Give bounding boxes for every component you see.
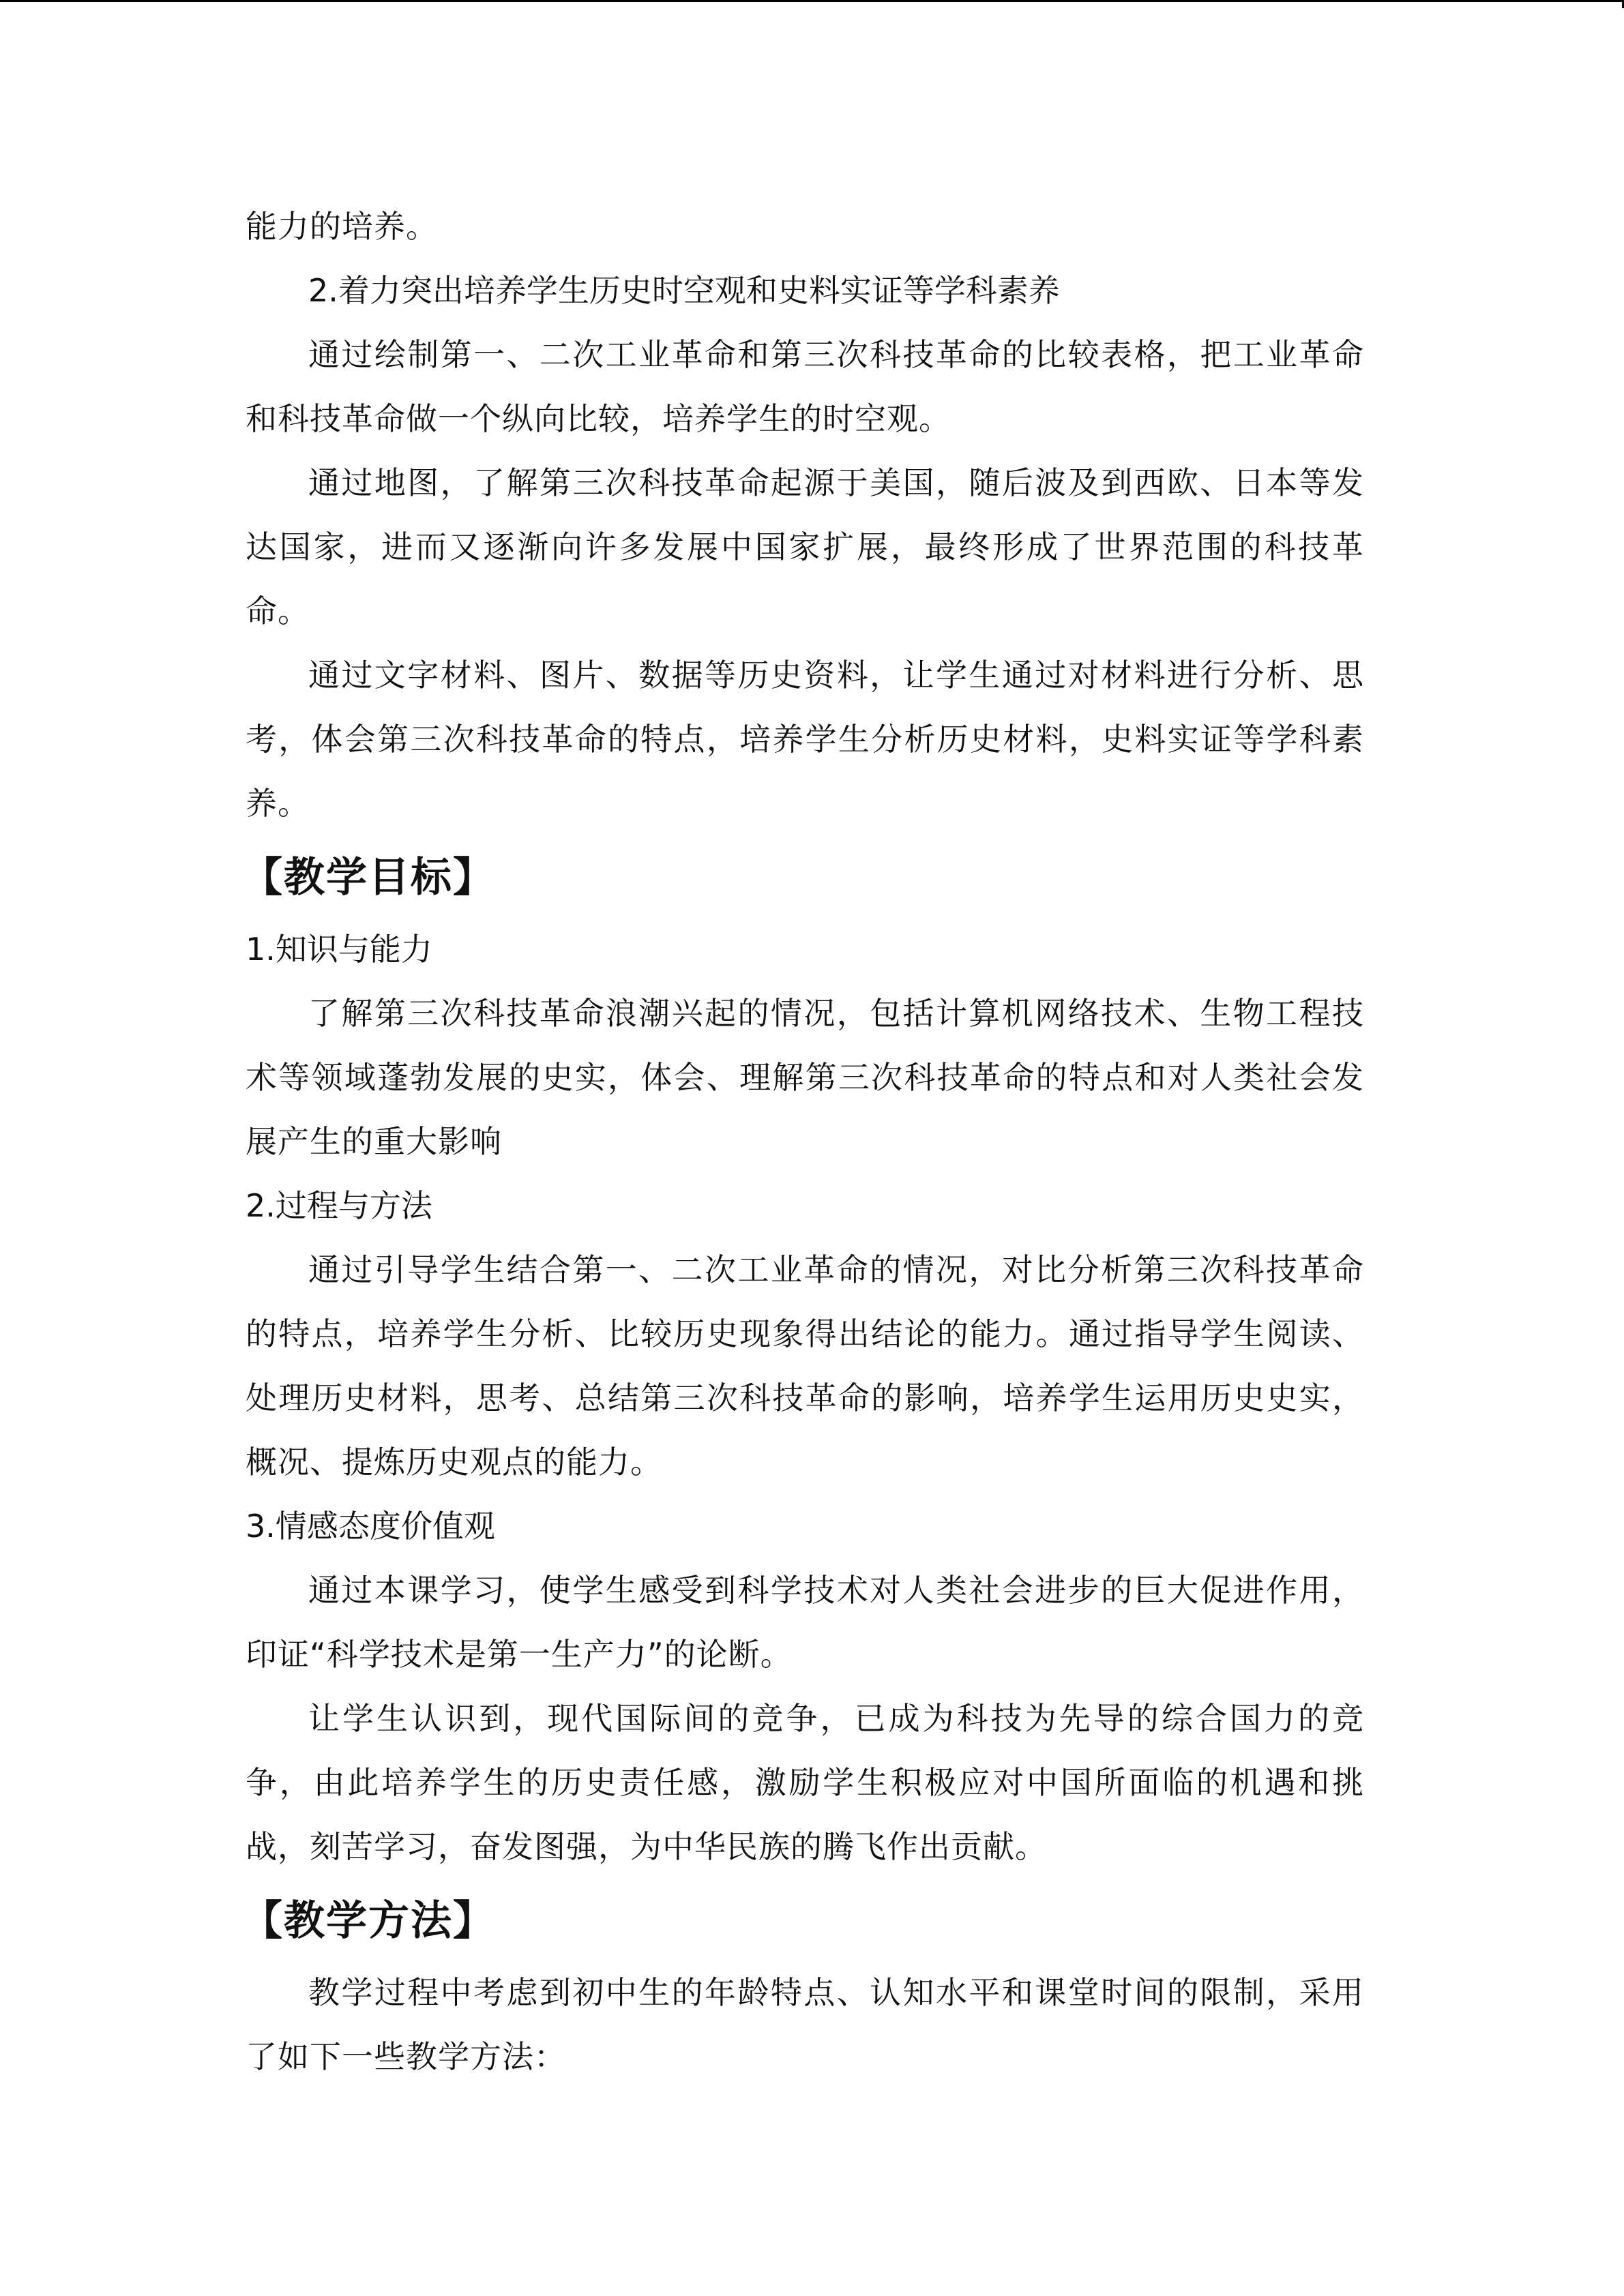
paragraph-comparison-table: 通过绘制第一、二次工业革命和第三次科技革命的比较表格，把工业革命和科技革命做一个纵向比较，培养学生的时空观。 xyxy=(246,336,1364,437)
section-heading-teaching-methods: 【教学方法】 xyxy=(241,1897,495,1945)
item-heading-process-method: 2.过程与方法 xyxy=(246,1187,432,1224)
item-heading-literacy: 2.着力突出培养学生历史时空观和史料实证等学科素养 xyxy=(308,272,1060,309)
paragraph-ability-cultivation-end: 能力的培养。 xyxy=(246,208,438,245)
paragraph-map: 通过地图，了解第三次科技革命起源于美国，随后波及到西欧、日本等发达国家，进而又逐渐向许多发展中国家扩展，最终形成了世界范围的科技革命。 xyxy=(246,464,1364,629)
paragraph-teaching-methods-intro: 教学过程中考虑到初中生的年龄特点、认知水平和课堂时间的限制，采用了如下一些教学方法： xyxy=(246,1974,1364,2075)
paragraph-knowledge-ability: 了解第三次科技革命浪潮兴起的情况，包括计算机网络技术、生物工程技术等领域蓬勃发展的史实，体会、理解第三次科技革命的特点和对人类社会发展产生的重大影响 xyxy=(246,995,1364,1160)
item-heading-emotion-values: 3.情感态度价值观 xyxy=(246,1508,495,1545)
paragraph-materials: 通过文字材料、图片、数据等历史资料，让学生通过对材料进行分析、思考，体会第三次科技革命的特点，培养学生分析历史材料，史料实证等学科素养。 xyxy=(246,657,1364,822)
paragraph-process-method: 通过引导学生结合第一、二次工业革命的情况，对比分析第三次科技革命的特点，培养学生分析、比较历史现象得出结论的能力。通过指导学生阅读、处理历史材料，思考、总结第三次科技革命的影响，培养学生运用历史史实，概况、提炼历史观点的能力。 xyxy=(246,1251,1364,1480)
paragraph-emotion-values: 通过本课学习，使学生感受到科学技术对人类社会进步的巨大促进作用，印证“科学技术是第一生产力”的论断。 xyxy=(246,1572,1364,1673)
page-top-border xyxy=(0,0,1624,2)
item-heading-knowledge-ability: 1.知识与能力 xyxy=(246,931,432,968)
document-body xyxy=(241,194,1364,2089)
section-heading-teaching-objectives: 【教学目标】 xyxy=(241,854,495,901)
paragraph-international-competition: 让学生认识到，现代国际间的竞争，已成为科技为先导的综合国力的竞争，由此培养学生的历史责任感，激励学生积极应对中国所面临的机遇和挑战，刻苦学习，奋发图强，为中华民族的腾飞作出贡献。 xyxy=(246,1700,1364,1865)
